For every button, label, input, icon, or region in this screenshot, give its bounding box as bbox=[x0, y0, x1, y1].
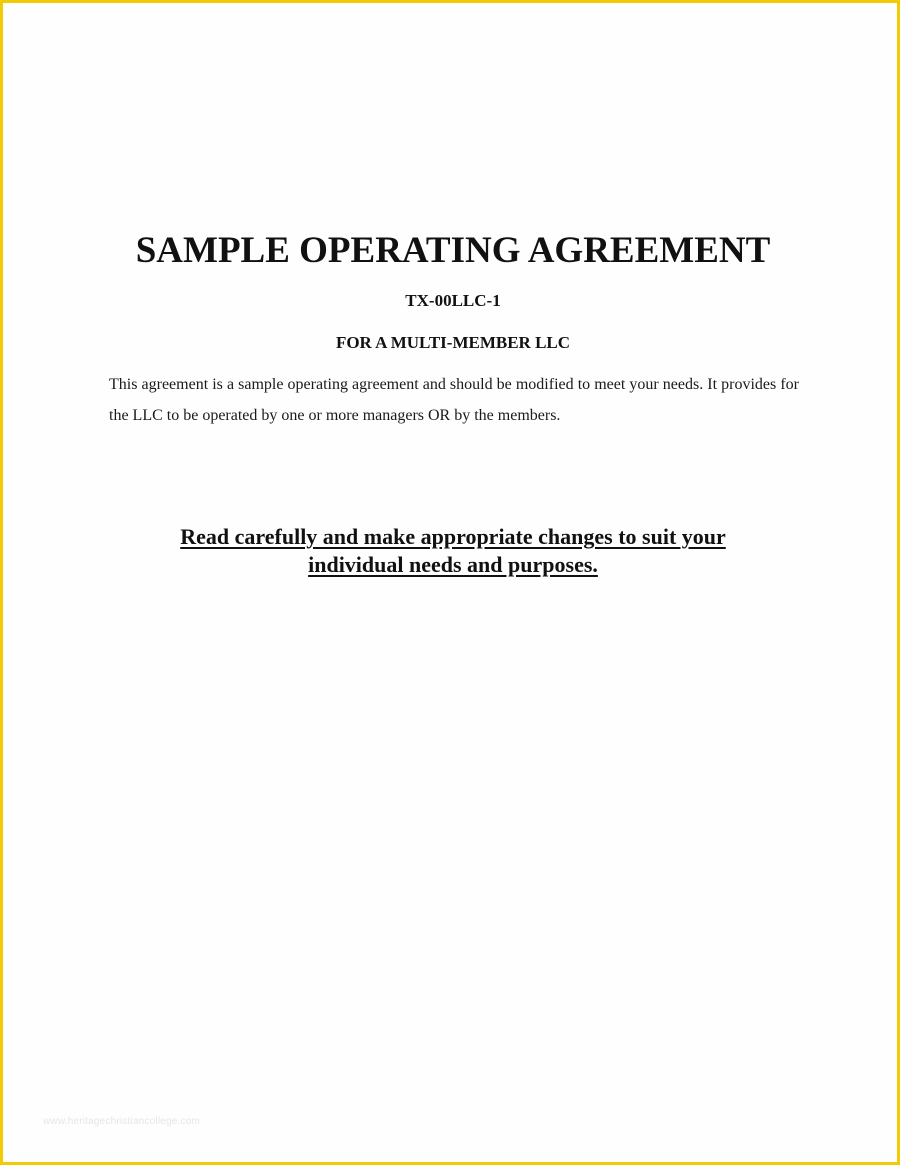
notice-line-2-wrap bbox=[3, 551, 900, 579]
notice-line-1-wrap bbox=[3, 523, 900, 551]
notice-line-1: Read carefully and make appropriate changes to suit your bbox=[180, 524, 726, 549]
notice-heading bbox=[3, 523, 900, 579]
notice-line-2: individual needs and purposes. bbox=[308, 552, 598, 577]
document-code: TX-00LLC-1 bbox=[405, 291, 501, 310]
intro-paragraph: This agreement is a sample operating agreement and should be modified to meet your needs. It provides for the LLC to be operated by one or more managers OR by the members. bbox=[109, 376, 799, 424]
document-title: SAMPLE OPERATING AGREEMENT bbox=[135, 230, 771, 271]
watermark-text: www.heritagechristiancollege.com bbox=[43, 1116, 201, 1127]
document-subtitle: FOR A MULTI-MEMBER LLC bbox=[335, 333, 571, 352]
